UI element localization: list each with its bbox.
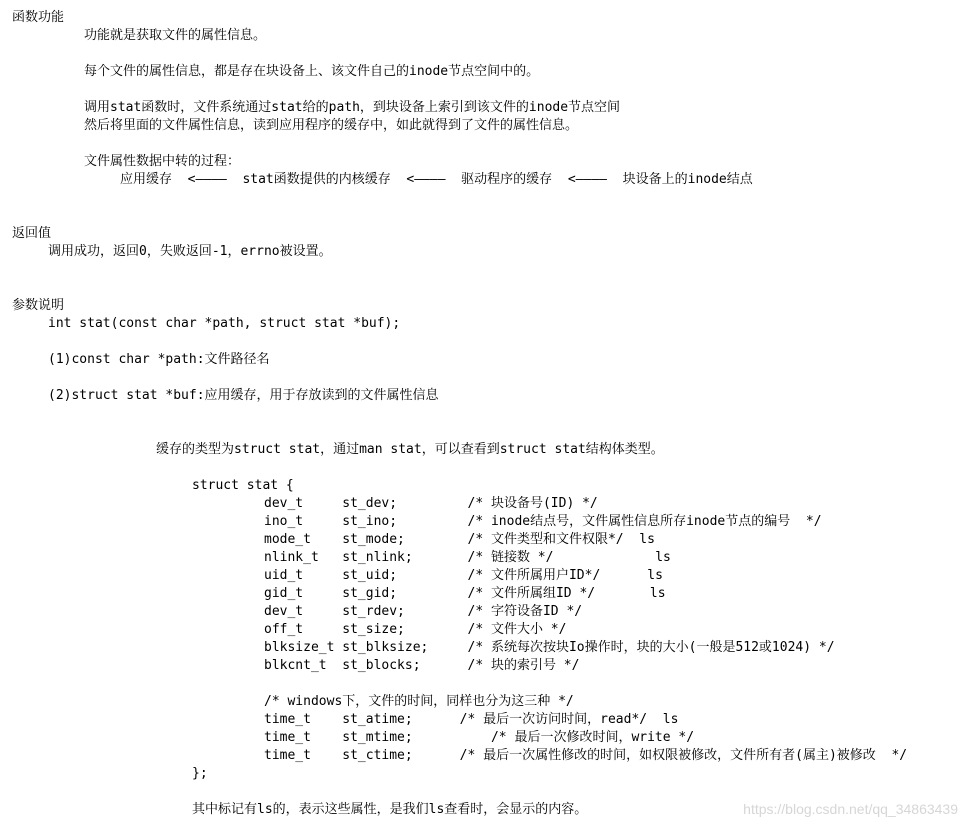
struct-field-mtime: time_t st_mtime; /* 最后一次修改时间，write */ xyxy=(264,730,695,745)
struct-field-blksize: blksize_t st_blksize; /* 系统每次按块Io操作时，块的大小(一般是512或1024) */ xyxy=(264,640,835,655)
struct-field-blocks: blkcnt_t st_blocks; /* 块的索引号 */ xyxy=(264,658,580,673)
struct-close: }; xyxy=(192,766,208,781)
struct-field-atime: time_t st_atime; /* 最后一次访问时间，read*/ ls xyxy=(264,712,679,727)
param-path: (1)const char *path:文件路径名 xyxy=(48,352,270,367)
function-line-3: 调用stat函数时，文件系统通过stat给的path，到块设备上索引到该文件的inode节点空间 xyxy=(84,100,621,115)
function-line-1: 功能就是获取文件的属性信息。 xyxy=(84,28,267,43)
struct-field-size: off_t st_size; /* 文件大小 */ xyxy=(264,622,567,637)
struct-field-ctime: time_t st_ctime; /* 最后一次属性修改的时间，如权限被修改，文件所有者(属主)被修改 */ xyxy=(264,748,908,763)
watermark: https://blog.csdn.net/qq_34863439 xyxy=(743,801,958,817)
struct-field-dev: dev_t st_dev; /* 块设备号(ID) */ xyxy=(264,496,598,511)
heading-parameters: 参数说明 xyxy=(12,298,65,313)
heading-function: 函数功能 xyxy=(12,10,65,25)
data-flow-line: 应用缓存 <———— stat函数提供的内核缓存 <———— 驱动程序的缓存 <———— 块设备上的inode结点 xyxy=(120,172,753,187)
function-line-5: 文件属性数据中转的过程： xyxy=(84,154,241,169)
struct-time-comment: /* windows下，文件的时间，同样也分为这三种 */ xyxy=(264,694,574,709)
param-buf: (2)struct stat *buf:应用缓存，用于存放读到的文件属性信息 xyxy=(48,388,439,403)
struct-field-rdev: dev_t st_rdev; /* 字符设备ID */ xyxy=(264,604,583,619)
heading-return-value: 返回值 xyxy=(12,226,52,241)
struct-field-ino: ino_t st_ino; /* inode结点号，文件属性信息所存inode节点的编号 */ xyxy=(264,514,822,529)
ls-footnote: 其中标记有ls的，表示这些属性，是我们ls查看时，会显示的内容。 xyxy=(192,802,588,817)
return-line-1: 调用成功，返回0，失败返回-1，errno被设置。 xyxy=(48,244,332,259)
struct-field-gid: gid_t st_gid; /* 文件所属组ID */ ls xyxy=(264,586,666,601)
stat-signature: int stat(const char *path, struct stat *buf); xyxy=(48,316,401,331)
function-line-4: 然后将里面的文件属性信息，读到应用程序的缓存中，如此就得到了文件的属性信息。 xyxy=(84,118,579,133)
function-line-2: 每个文件的属性信息，都是存在块设备上、该文件自己的inode节点空间中的。 xyxy=(84,64,540,79)
struct-field-uid: uid_t st_uid; /* 文件所属用户ID*/ ls xyxy=(264,568,663,583)
struct-open: struct stat { xyxy=(192,478,294,493)
struct-field-nlink: nlink_t st_nlink; /* 链接数 */ ls xyxy=(264,550,671,565)
buffer-type-note: 缓存的类型为struct stat，通过man stat，可以查看到struct stat结构体类型。 xyxy=(156,442,664,457)
struct-field-mode: mode_t st_mode; /* 文件类型和文件权限*/ ls xyxy=(264,532,655,547)
